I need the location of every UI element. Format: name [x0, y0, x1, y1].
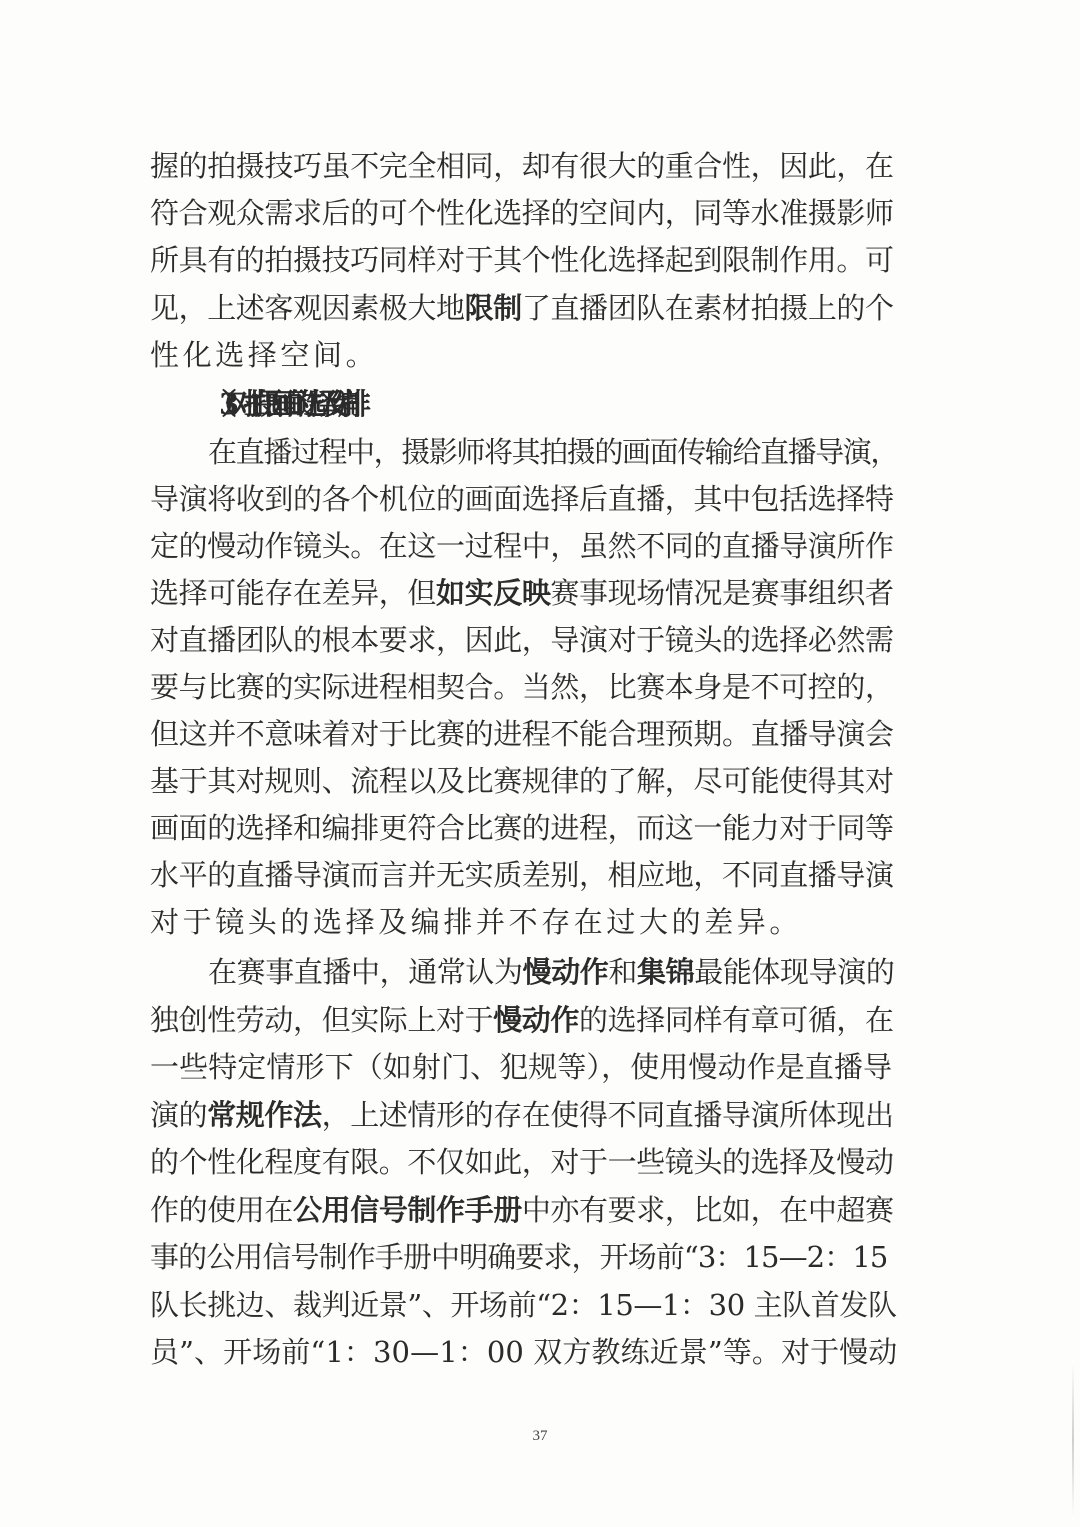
- emphasized-text: 如实反映: [436, 576, 551, 610]
- emphasized-text: 公用信号制作手册: [293, 1192, 522, 1227]
- paragraph3-line: [150, 1000, 900, 1040]
- text-run: 在直播过程中，摄影师将其拍摄的画面传输给直播导演，: [208, 435, 899, 469]
- paragraph1-line: [150, 335, 900, 375]
- paragraph3-line: [150, 1237, 900, 1277]
- paragraph3-line: [150, 1285, 900, 1325]
- paragraph2-line: [150, 573, 900, 613]
- paragraph1-line: [150, 288, 900, 328]
- emphasized-text: 慢动作: [493, 1002, 580, 1037]
- paragraph2-line: [150, 714, 900, 754]
- text-run: 选择可能存在差异，但: [150, 576, 437, 610]
- emphasized-text: 集锦: [637, 955, 695, 989]
- text-run: 见，上述客观因素极大地: [150, 290, 465, 325]
- paragraph1-line: [150, 193, 900, 233]
- paragraph2-line: [150, 667, 900, 707]
- section-heading: （3）对拍摄画面的选择及编排: [208, 387, 354, 421]
- text-run: 队长挑边、裁判近景”、开场前“2：15—1：30 主队首发队: [150, 1287, 897, 1322]
- text-run: 对于镜头的选择及编排并不存在过大的差异。: [150, 905, 803, 939]
- text-run: 中亦有要求，比如，在中超赛: [521, 1192, 894, 1227]
- text-run: 在赛事直播中，通常认为: [208, 955, 523, 989]
- text-run: ，上述情形的存在使得不同直播导演所体现出: [321, 1097, 894, 1132]
- paragraph1-line: [150, 146, 900, 186]
- text-run: 所具有的拍摄技巧同样对于其个性化选择起到限制作用。可: [150, 243, 894, 278]
- page-number: 37: [532, 1428, 548, 1444]
- text-run: 要与比赛的实际进程相契合。当然，比赛本身是不可控的，: [150, 670, 894, 704]
- text-run: 导演将收到的各个机位的画面选择后直播，其中包括选择特: [150, 482, 894, 516]
- text-run: 作的使用在: [150, 1192, 294, 1227]
- paragraph3-line: [150, 1332, 900, 1372]
- text-run: 的个性化程度有限。不仅如此，对于一些镜头的选择及慢动: [150, 1145, 894, 1179]
- paragraph2-line: [150, 479, 900, 519]
- text-run: 和: [608, 955, 638, 989]
- text-run: 对直播团队的根本要求，因此，导演对于镜头的选择必然需: [150, 623, 894, 657]
- text-run: 但这并不意味着对于比赛的进程不能合理预期。直播导演会: [150, 717, 894, 751]
- text-run: 的选择同样有章可循，在: [579, 1002, 894, 1037]
- paragraph2-line: [150, 808, 900, 848]
- paragraph2-line: [208, 432, 900, 472]
- text-run: 定的慢动作镜头。在这一过程中，虽然不同的直播导演所作: [150, 529, 894, 563]
- text-run: 符合观众需求后的可个性化选择的空间内，同等水准摄影师: [150, 196, 894, 231]
- paragraph3-line: [150, 1142, 900, 1182]
- paragraph2-line: [150, 526, 900, 566]
- paragraph3-line: [150, 1095, 900, 1135]
- text-run: 画面的选择和编排更符合比赛的进程，而这一能力对于同等: [150, 811, 894, 845]
- text-run: 基于其对规则、流程以及比赛规律的了解，尽可能使得其对: [150, 764, 894, 798]
- text-run: 水平的直播导演而言并无实质差别，相应地，不同直播导演: [150, 858, 894, 892]
- emphasized-text: 常规作法: [207, 1097, 322, 1132]
- text-run: 了直播团队在素材拍摄上的个: [521, 290, 894, 325]
- text-run: 员”、开场前“1：30—1：00 双方教练近景”等。对于慢动: [150, 1335, 898, 1369]
- paragraph1-line: [150, 240, 900, 280]
- emphasized-text: 限制: [464, 290, 522, 325]
- text-run: 事的公用信号制作手册中明确要求，开场前“3：15—2：15: [150, 1240, 888, 1274]
- text-run: 演的: [150, 1097, 208, 1132]
- text-run: 独创性劳动，但实际上对于: [150, 1002, 494, 1037]
- text-run: 一些特定情形下（如射门、犯规等），使用慢动作是直播导: [150, 1050, 893, 1084]
- paragraph3-line: [150, 1190, 900, 1230]
- scan-edge-shadow: [1072, 1360, 1074, 1520]
- text-run: 性化选择空间。: [150, 337, 379, 372]
- paragraph2-line: [150, 855, 900, 895]
- paragraph2-line: [150, 902, 900, 942]
- paragraph3-line: [150, 1047, 900, 1087]
- text-run: 握的拍摄技巧虽不完全相同，却有很大的重合性，因此，在: [150, 149, 894, 183]
- paragraph2-line: [150, 620, 900, 660]
- text-run: 赛事现场情况是赛事组织者: [550, 576, 894, 610]
- paragraph2-line: [150, 761, 900, 801]
- paragraph3-line: [208, 952, 900, 992]
- emphasized-text: 慢动作: [522, 955, 609, 989]
- text-run: 最能体现导演的: [694, 955, 895, 989]
